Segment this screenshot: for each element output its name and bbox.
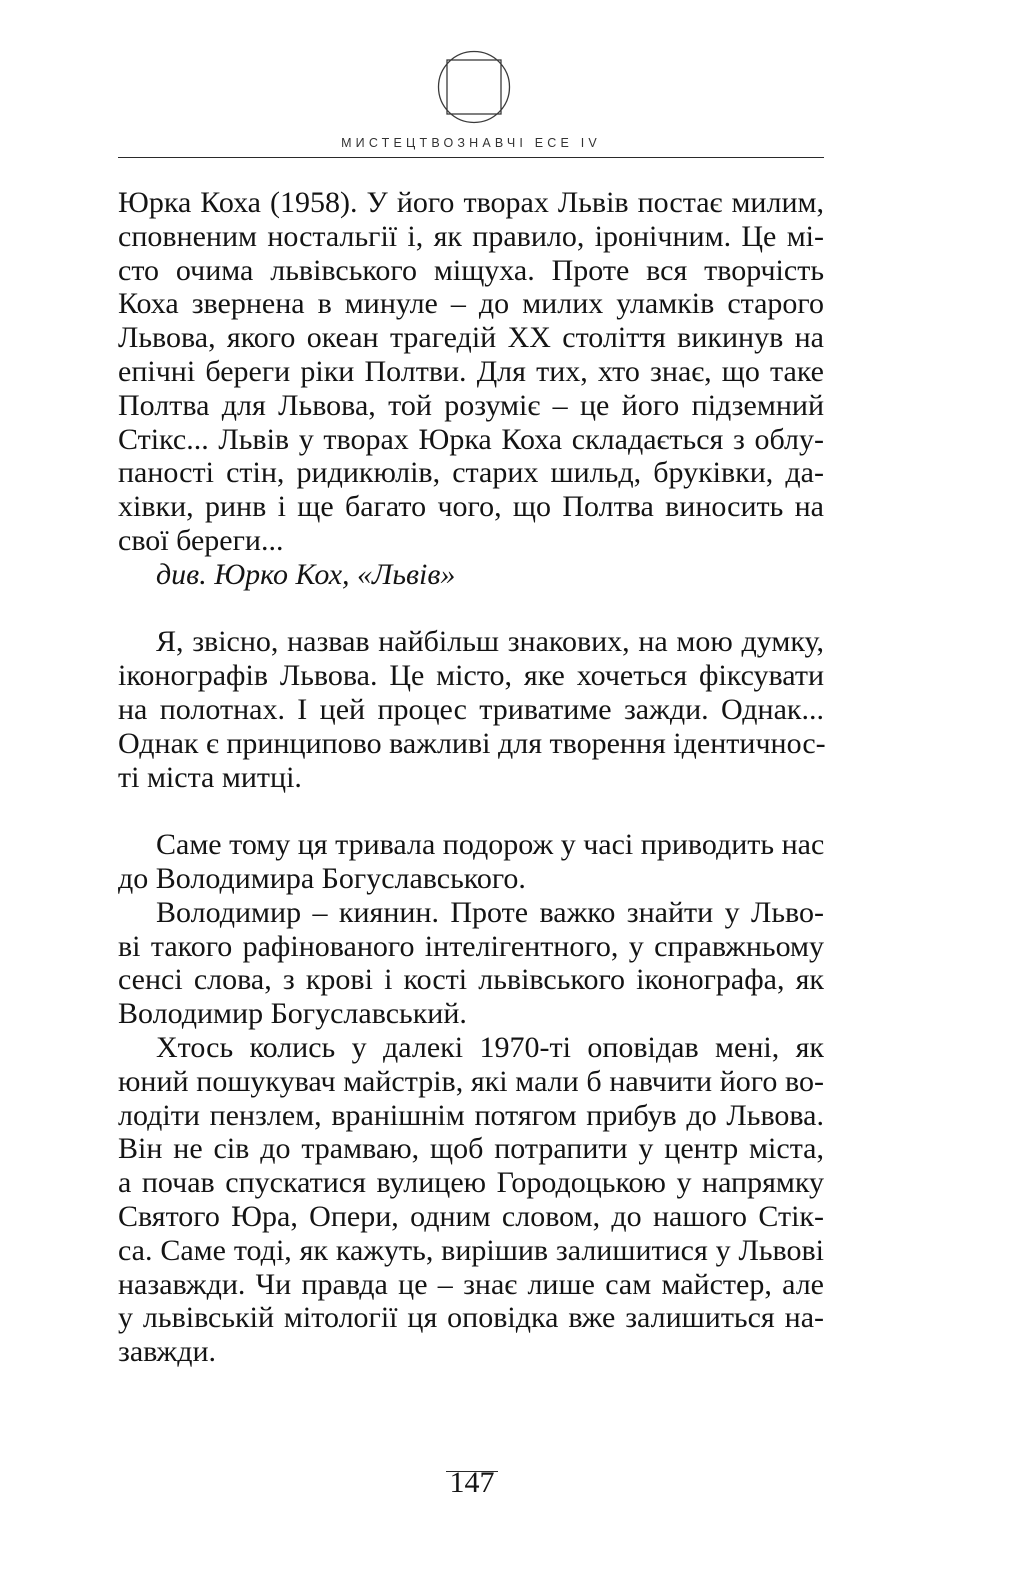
text-line: Юрка Коха (1958). У його творах Львів постає милим, (118, 186, 824, 219)
text-line: ті міста митці. (118, 760, 302, 794)
text-line: іконографів Львова. Це місто, яке хочеться фіксувати (118, 659, 824, 693)
text-line: до Володимира Богуславського. (118, 861, 526, 895)
text-line: Однак є принципово важливі для творення ідентичнос- (118, 726, 826, 760)
text-line: Я, звісно, назвав найбільш знакових, на мою думку, (156, 625, 824, 659)
running-header: МИСТЕЦТВОЗНАВЧІ ЕСЕ IV (341, 136, 601, 150)
text-line: лодіти пензлем, вранішнім потягом прибув до Львова. (118, 1098, 824, 1132)
text-line: Коха звернена в минуле – до милих уламків старого (118, 287, 824, 321)
header-rule (118, 157, 824, 158)
text-line: Святого Юра, Опери, одним словом, до нашого Стік- (118, 1199, 824, 1233)
text-line: на полотнах. І цей процес триватиме зажди. Однак... (118, 692, 824, 726)
text-line: са. Саме тоді, як кажуть, вирішив залишитися у Львові (118, 1233, 824, 1267)
text-line: сенсі слова, з крові і кості львівського іконографа, як (118, 963, 824, 997)
text-line: Хтось колись у далекі 1970-ті оповідав мені, як (156, 1030, 824, 1064)
citation: див. Юрко Кох, «Львів» (156, 557, 456, 591)
text-line: у львівській мітології ця оповідка вже залишиться на- (118, 1301, 824, 1335)
text-line: сто очима львівського міщуха. Проте вся творчість (118, 253, 824, 287)
text-line: Він не сів до трамваю, щоб потрапити у центр міста, (118, 1132, 824, 1166)
text-line: Львова, якого океан трагедій XX століття викинув на (118, 321, 824, 355)
paragraph-gap (118, 794, 824, 828)
text-line: юний пошукувач майстрів, які мали б навчити його во- (118, 1064, 824, 1098)
text-line: паності стін, ридикюлів, старих шильд, бруківки, да- (118, 456, 824, 490)
text-line: а почав спускатися вулицею Городоцькою у напрямку (118, 1166, 824, 1200)
text-line: ві такого рафінованого інтелігентного, у справжньому (118, 929, 824, 963)
text-line: сповненим ностальгії і, як правило, іронічним. Це мі- (118, 219, 824, 253)
text-line: хівки, ринв і ще багато чого, що Полтва виносить на (118, 490, 824, 524)
page-body (118, 186, 824, 1369)
text-line: Стікс... Львів у творах Юрка Коха складається з облу- (118, 422, 824, 456)
text-line: епічні береги ріки Полтви. Для тих, хто знає, що таке (118, 354, 824, 388)
page-number: 147 (449, 1466, 495, 1499)
text-line: Саме тому ця тривала подорож у часі приводить нас (156, 828, 825, 862)
text-line: Полтва для Львова, той розуміє – це його підземний (118, 388, 824, 422)
text-line: Володимир Богуславський. (118, 997, 467, 1031)
text-line: Володимир – киянин. Проте важко знайти у Льво- (156, 895, 824, 929)
text-line: свої береги... (118, 523, 284, 557)
circle-square-emblem-icon (437, 50, 511, 124)
text-line: завжди. (118, 1335, 217, 1369)
paragraph-gap (118, 592, 824, 626)
text-line: назавжди. Чи правда це – знає лише сам майстер, але (118, 1267, 824, 1301)
